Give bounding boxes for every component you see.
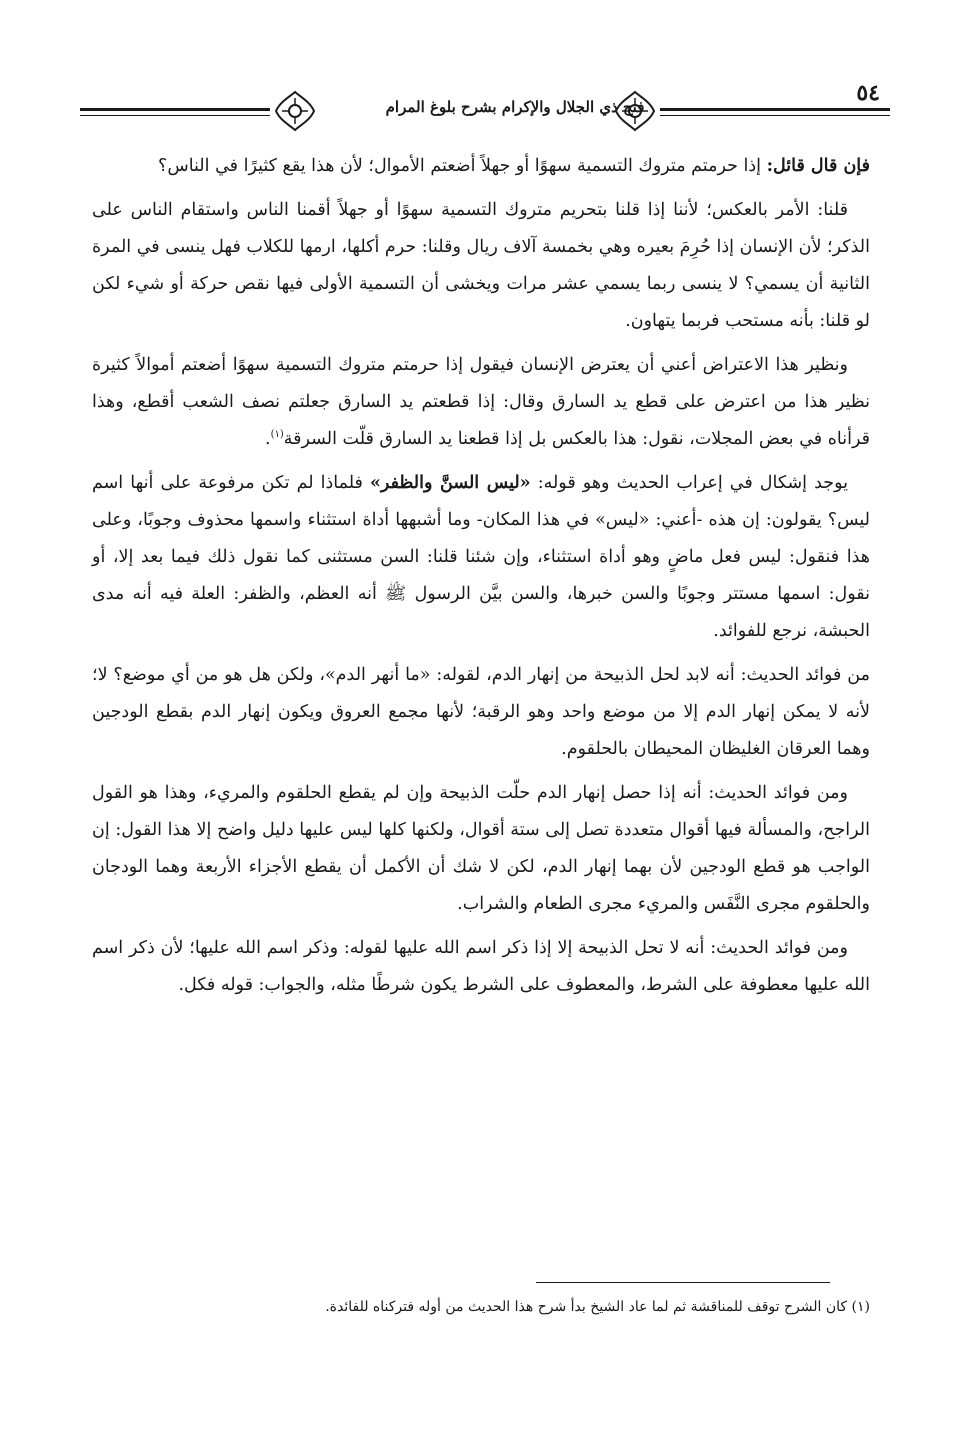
ornament-left-icon [272, 88, 318, 134]
paragraph-end: . [264, 429, 271, 449]
running-title: فتح ذي الجلال والإكرام بشرح بلوغ المرام [385, 98, 645, 116]
paragraph-text: إذا حرمتم متروك التسمية سهوًا أو جهلاً أضعتم الأموال؛ لأن هذا يقع كثيرًا في الناس؟ [158, 156, 767, 176]
paragraph: قلنا: الأمر بالعكس؛ لأننا إذا قلنا بتحريم متروك التسمية سهوًا أو جهلاً أقمنا الناس واستقام الناس على الذكر؛ لأن الإنسان إذا حُرِمَ بعيره وهي بخمسة آلاف ريال وقلنا: حرم أكلها، ارمها للكلاب فهل ينسى في المرة الثانية أن يسمي؟ لا ينسى ربما يسمي عشر مرات ويخشى أن التسمية الأولى فيها نقص حركة أو شيء لكن لو قلنا: بأنه مستحب فربما يتهاون. [92, 200, 870, 331]
paragraph [92, 347, 870, 458]
paragraph: ومن فوائد الحديث: أنه إذا حصل إنهار الدم حلّت الذبيحة وإن لم يقطع الحلقوم والمريء، وهذا هو القول الراجح، والمسألة فيها أقوال متعددة تصل إلى ستة أقوال، ولكنها كلها ليس عليها دليل واضح إلا هذا القول: إن الواجب هو قطع الودجين لأن بهما إنهار الدم، لكن لا شك أن الأكمل أن يقطع الأجزاء الأربعة وهما الودجان والحلقوم مجرى النَّفَس والمريء مجرى الطعام والشراب. [92, 783, 870, 914]
paragraph-text: ونظير هذا الاعتراض أعني أن يعترض الإنسان فيقول إذا حرمتم متروك التسمية سهوًا أضعتم أموالاً كثيرة نظير هذا من اعترض على قطع يد السارق وقال: إذا قطعتم يد السارق جعلتم نصف الشعب أقطع، وهذا قرأناه في بعض المجلات، نقول: هذا بالعكس بل إذا قطعنا يد السارق قلّت السرقة [92, 355, 870, 449]
paragraph-text: يوجد إشكال في إعراب الحديث وهو قوله: [530, 473, 848, 493]
paragraph-lead: فإن قال قائل: [766, 156, 870, 176]
footnote: (١) كان الشرح توقف للمناقشة ثم لما عاد الشيخ بدأ شرح هذا الحديث من أوله فتركناه للفائدة. [325, 1299, 870, 1315]
page-number: ٥٤ [856, 80, 880, 106]
header-rule-left [80, 108, 270, 111]
footnote-marker[interactable]: (١) [270, 429, 284, 441]
page-header [80, 80, 890, 140]
footnote-divider [536, 1282, 830, 1283]
paragraph [92, 148, 870, 185]
paragraph-text: فلماذا لم تكن مرفوعة على أنها اسم ليس؟ يقولون: إن هذه -أعني: «ليس» في هذا المكان- وما أشبهها أداة استثناء واسمها محذوف وجوبًا، وعلى هذا فنقول: ليس فعل ماضٍ وهو أداة استثناء، وإن شئنا قلنا: السن مستثنى كما نقول ذلك فيما بعد إلا، أو نقول: اسمها مستتر وجوبًا والسن خبرها، والسن بيَّن الرسول ﷺ أنه العظم، والظفر: العلة فيه أنه مدى الحبشة، نرجع للفوائد. [92, 473, 870, 641]
paragraph: ومن فوائد الحديث: أنه لا تحل الذبيحة إلا إذا ذكر اسم الله عليها لقوله: وذكر اسم الله عليها؛ لأن ذكر اسم الله عليها معطوفة على الشرط، والمعطوف على الشرط يكون شرطًا مثله، والجواب: قوله فكل. [92, 938, 870, 995]
main-text [92, 148, 870, 1011]
ornament-right-icon [612, 88, 658, 134]
header-rule-right [660, 108, 890, 111]
header-rule-left-thin [80, 115, 270, 116]
hadith-quote: «ليس السنَّ والظفر» [369, 473, 531, 493]
paragraph [92, 465, 870, 650]
header-rule-right-thin [660, 115, 890, 116]
paragraph: من فوائد الحديث: أنه لابد لحل الذبيحة من إنهار الدم، لقوله: «ما أنهر الدم»، ولكن هل هو من أي موضع؟ لا؛ لأنه لا يمكن إنهار الدم إلا من موضع واحد وهو الرقبة؛ لأنها مجمع العروق ويكون إنهار الدم بقطع الودجين وهما العرقان الغليظان المحيطان بالحلقوم. [92, 665, 870, 759]
